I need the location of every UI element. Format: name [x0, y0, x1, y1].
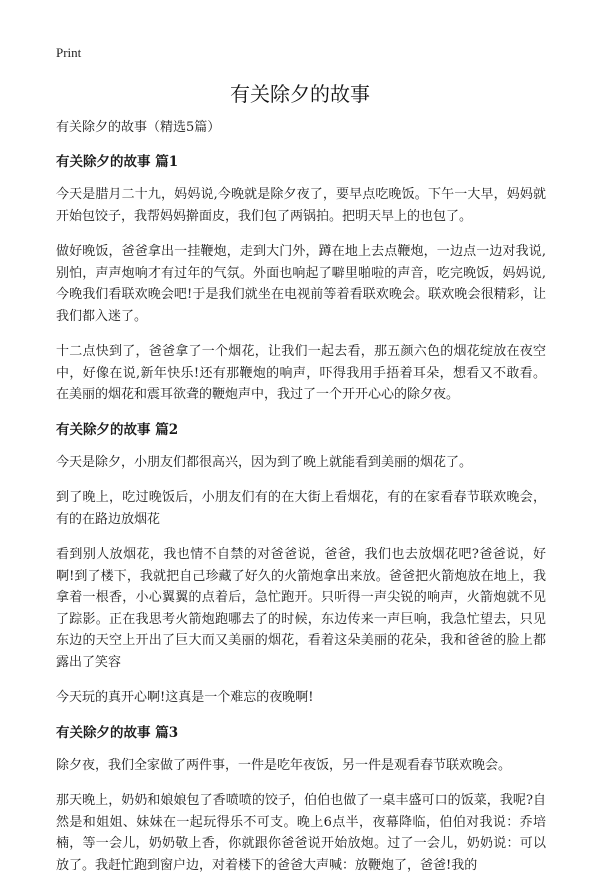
paragraph: 到了晚上，吃过晚饭后，小朋友们有的在大街上看烟花，有的在家看春节联欢晚会，有的在路边放烟花 — [56, 490, 546, 527]
article-body — [56, 118, 546, 890]
paragraph: 看到别人放烟花，我也情不自禁的对爸爸说，爸爸，我们也去放烟花吧?爸爸说，好啊!到了楼下，我就把自己珍藏了好久的火箭炮拿出来放。爸爸把火箭炮放在地上，我拿着一根香，小心翼翼的点着后，急忙跑开。只听得一声尖锐的响声，火箭炮就不见了踪影。正在我思考火箭炮跑哪去了的时候，东边传来一声巨响，我急忙望去，只见东边的天空上开出了巨大而又美丽的烟花，看着这朵美丽的花朵，我和爸爸的脸上都露出了笑容 — [56, 547, 546, 670]
article-subtitle: 有关除夕的故事（精选5篇） — [56, 120, 221, 135]
paragraph: 今天是除夕，小朋友们都很高兴，因为到了晚上就能看到美丽的烟花了。 — [56, 454, 473, 470]
section-heading-3: 有关除夕的故事 篇3 — [56, 724, 179, 741]
paragraph: 今天是腊月二十九，妈妈说,今晚就是除夕夜了，要早点吃晚饭。下午一大早，妈妈就开始包饺子，我帮妈妈擀面皮，我们包了两锅拍。把明天早上的也包了。 — [56, 187, 546, 224]
print-link[interactable]: Print — [56, 45, 82, 60]
paragraph: 十二点快到了，爸爸拿了一个烟花，让我们一起去看，那五颜六色的烟花绽放在夜空 中，好像在说,新年快乐!还有那鞭炮的响声，吓得我用手捂着耳朵，想看又不敢看。在美丽的烟花和震耳欲聋的鞭炮声中，我过了一个开开心心的除夕夜。 — [56, 344, 546, 402]
paragraph: 那天晚上，奶奶和娘娘包了香喷喷的饺子，伯伯也做了一桌丰盛可口的饭菜，我呢?自然是和姐姐、妹妹在一起玩得乐不可支。晚上6点半，夜幕降临，伯伯对我说：乔培楠，等一会儿，奶奶敬上香，你就跟你爸爸说开始放炮。过了一会儿，奶奶说：可以放了。我赶忙跑到窗户边，对着楼下的爸爸大声喊：放鞭炮了，爸爸!我的 — [56, 793, 546, 873]
paragraph: 今天玩的真开心啊!这真是一个难忘的夜晚啊! — [56, 690, 314, 705]
paragraph: 做好晚饭，爸爸拿出一挂鞭炮，走到大门外，蹲在地上去点鞭炮，一边点一边对我说,别怕，声声炮响才有过年的气氛。外面也响起了噼里啪啦的声音，吃完晚饭，妈妈说,今晚我们看联欢晚会吧!于是我们就坐在电视前等着看联欢晚会。联欢晚会很精彩，让我们都入迷了。 — [56, 244, 546, 324]
section-heading-1: 有关除夕的故事 篇1 — [56, 154, 179, 170]
page-title: 有关除夕的故事 — [230, 82, 370, 106]
paragraph: 除夕夜，我们全家做了两件事，一件是吃年夜饭，另一件是观看春节联欢晚会。 — [56, 757, 512, 773]
section-heading-2: 有关除夕的故事 篇2 — [56, 421, 179, 438]
